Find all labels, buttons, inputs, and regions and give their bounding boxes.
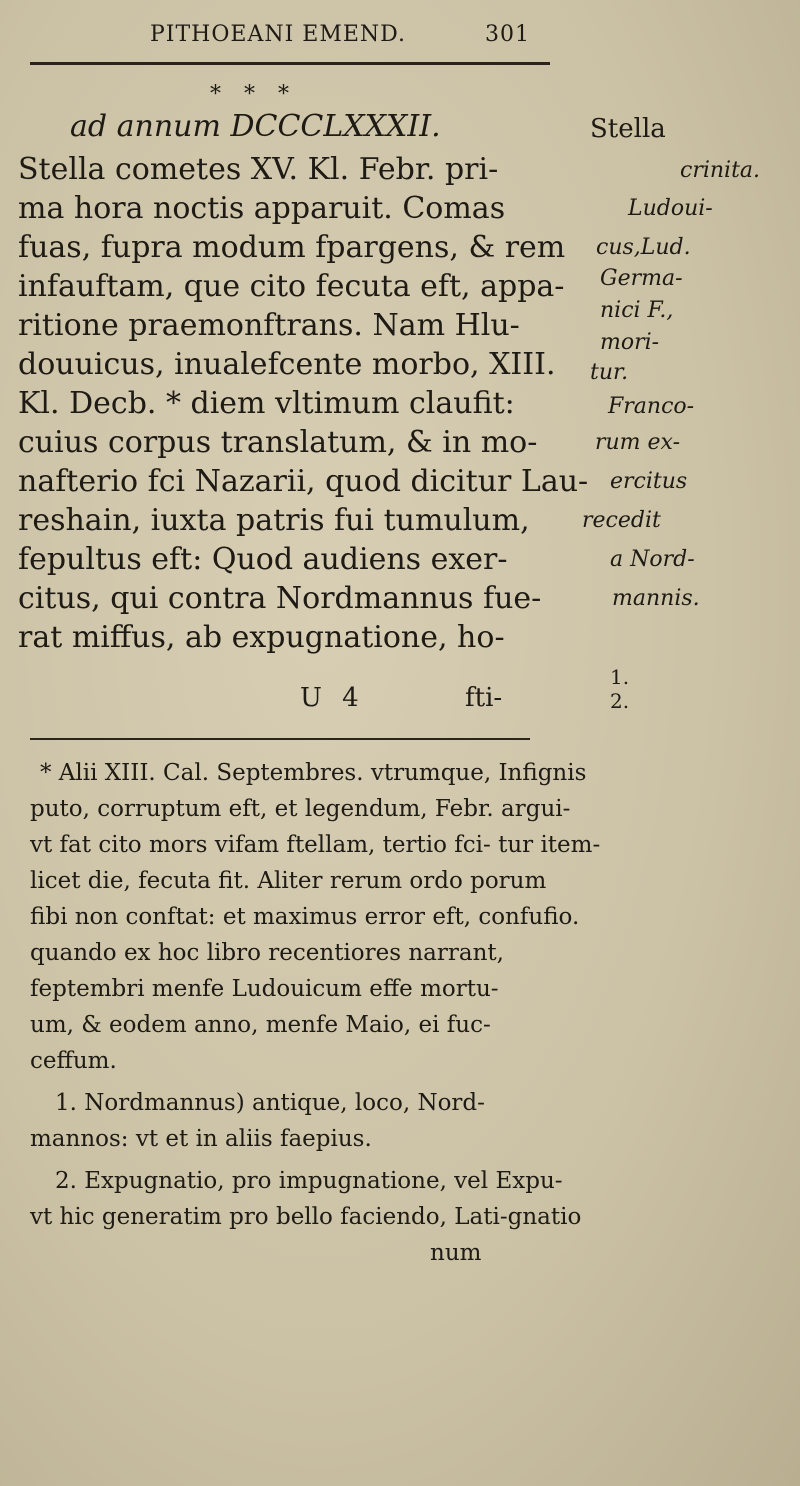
side-note: rum ex-: [595, 430, 681, 455]
side-note: mori-: [600, 330, 660, 355]
side-note: Franco-: [608, 394, 695, 419]
side-note: Ludoui-: [628, 196, 713, 221]
footnote-line: fibi non conftat: et maximus error eft, confufio.: [30, 904, 580, 930]
header-rule: [30, 62, 550, 65]
footnote-line: feptembri menfe Ludouicum effe mortu-: [30, 976, 499, 1002]
text-line: Kl. Decb. * diem vltimum claufit:: [18, 386, 515, 421]
side-note: nici F.,: [600, 298, 674, 323]
text-line: Stella cometes XV. Kl. Febr. pri-: [18, 152, 499, 187]
text-line: douuicus, inualefcente morbo, XIII.: [18, 347, 556, 382]
text-line: reshain, iuxta patris fui tumulum,: [18, 503, 530, 538]
side-note: Stella: [590, 114, 666, 144]
side-note: mannis.: [612, 586, 700, 611]
text-line: fepultus eft: Quod audiens exer-: [18, 542, 508, 577]
text-line: ritione praemonftrans. Nam Hlu-: [18, 308, 520, 343]
side-note: tur.: [590, 360, 629, 385]
side-note: Germa-: [600, 266, 683, 291]
text-line: fuas, fupra modum fpargens, & rem: [18, 230, 566, 265]
ornament-stars: * * *: [210, 82, 297, 107]
page-number: 301: [485, 22, 530, 47]
note-marker: 1.: [610, 665, 630, 689]
side-note: ercitus: [610, 469, 688, 494]
side-note: crinita.: [680, 158, 761, 183]
text-line: infauftam, que cito fecuta eft, appa-: [18, 269, 565, 304]
footnote-rule: [30, 738, 530, 740]
text-line: rat miffus, ab expugnatione, ho-: [18, 620, 505, 655]
footnote-line: num: [430, 1240, 482, 1266]
running-title: PITHOEANI EMEND.: [150, 22, 407, 47]
footnote-line: 2. Expugnatio, pro impugnatione, vel Expu-: [55, 1168, 563, 1194]
footnote-line: 1. Nordmannus) antique, loco, Nord-: [55, 1090, 485, 1116]
side-note: cus,Lud.: [596, 235, 691, 260]
note-markers: [610, 665, 629, 713]
footnote-line: vt hic generatim pro bello faciendo, Lati-gnatio: [30, 1204, 582, 1230]
footnote-line: vt fat cito mors vifam ftellam, tertio fci- tur item-: [30, 832, 601, 858]
signature-mark: U 4: [300, 683, 365, 713]
text-line: citus, qui contra Nordmannus fue-: [18, 581, 542, 616]
footnote-line: mannos: vt et in aliis faepius.: [30, 1126, 372, 1152]
footnote-line: um, & eodem anno, menfe Maio, ei fuc-: [30, 1012, 491, 1038]
text-line: ad annum DCCCLXXXII.: [70, 109, 441, 144]
note-marker: 2.: [610, 689, 630, 713]
text-line: nafterio fci Nazarii, quod dicitur Lau-: [18, 464, 589, 499]
footnote-line: puto, corruptum eft, et legendum, Febr. argui-: [30, 796, 571, 822]
text-line: ma hora noctis apparuit. Comas: [18, 191, 506, 226]
footnote-line: quando ex hoc libro recentiores narrant,: [30, 940, 504, 966]
side-note: a Nord-: [610, 547, 695, 572]
catchword: fti-: [465, 683, 503, 713]
side-note: recedit: [582, 508, 661, 533]
footnote-line: licet die, fecuta fit. Aliter rerum ordo porum: [30, 868, 547, 894]
footnote-line: ceffum.: [30, 1048, 117, 1074]
footnote-line: * Alii XIII. Cal. Septembres. vtrumque, Infignis: [40, 760, 587, 786]
text-line: cuius corpus translatum, & in mo-: [18, 425, 538, 460]
